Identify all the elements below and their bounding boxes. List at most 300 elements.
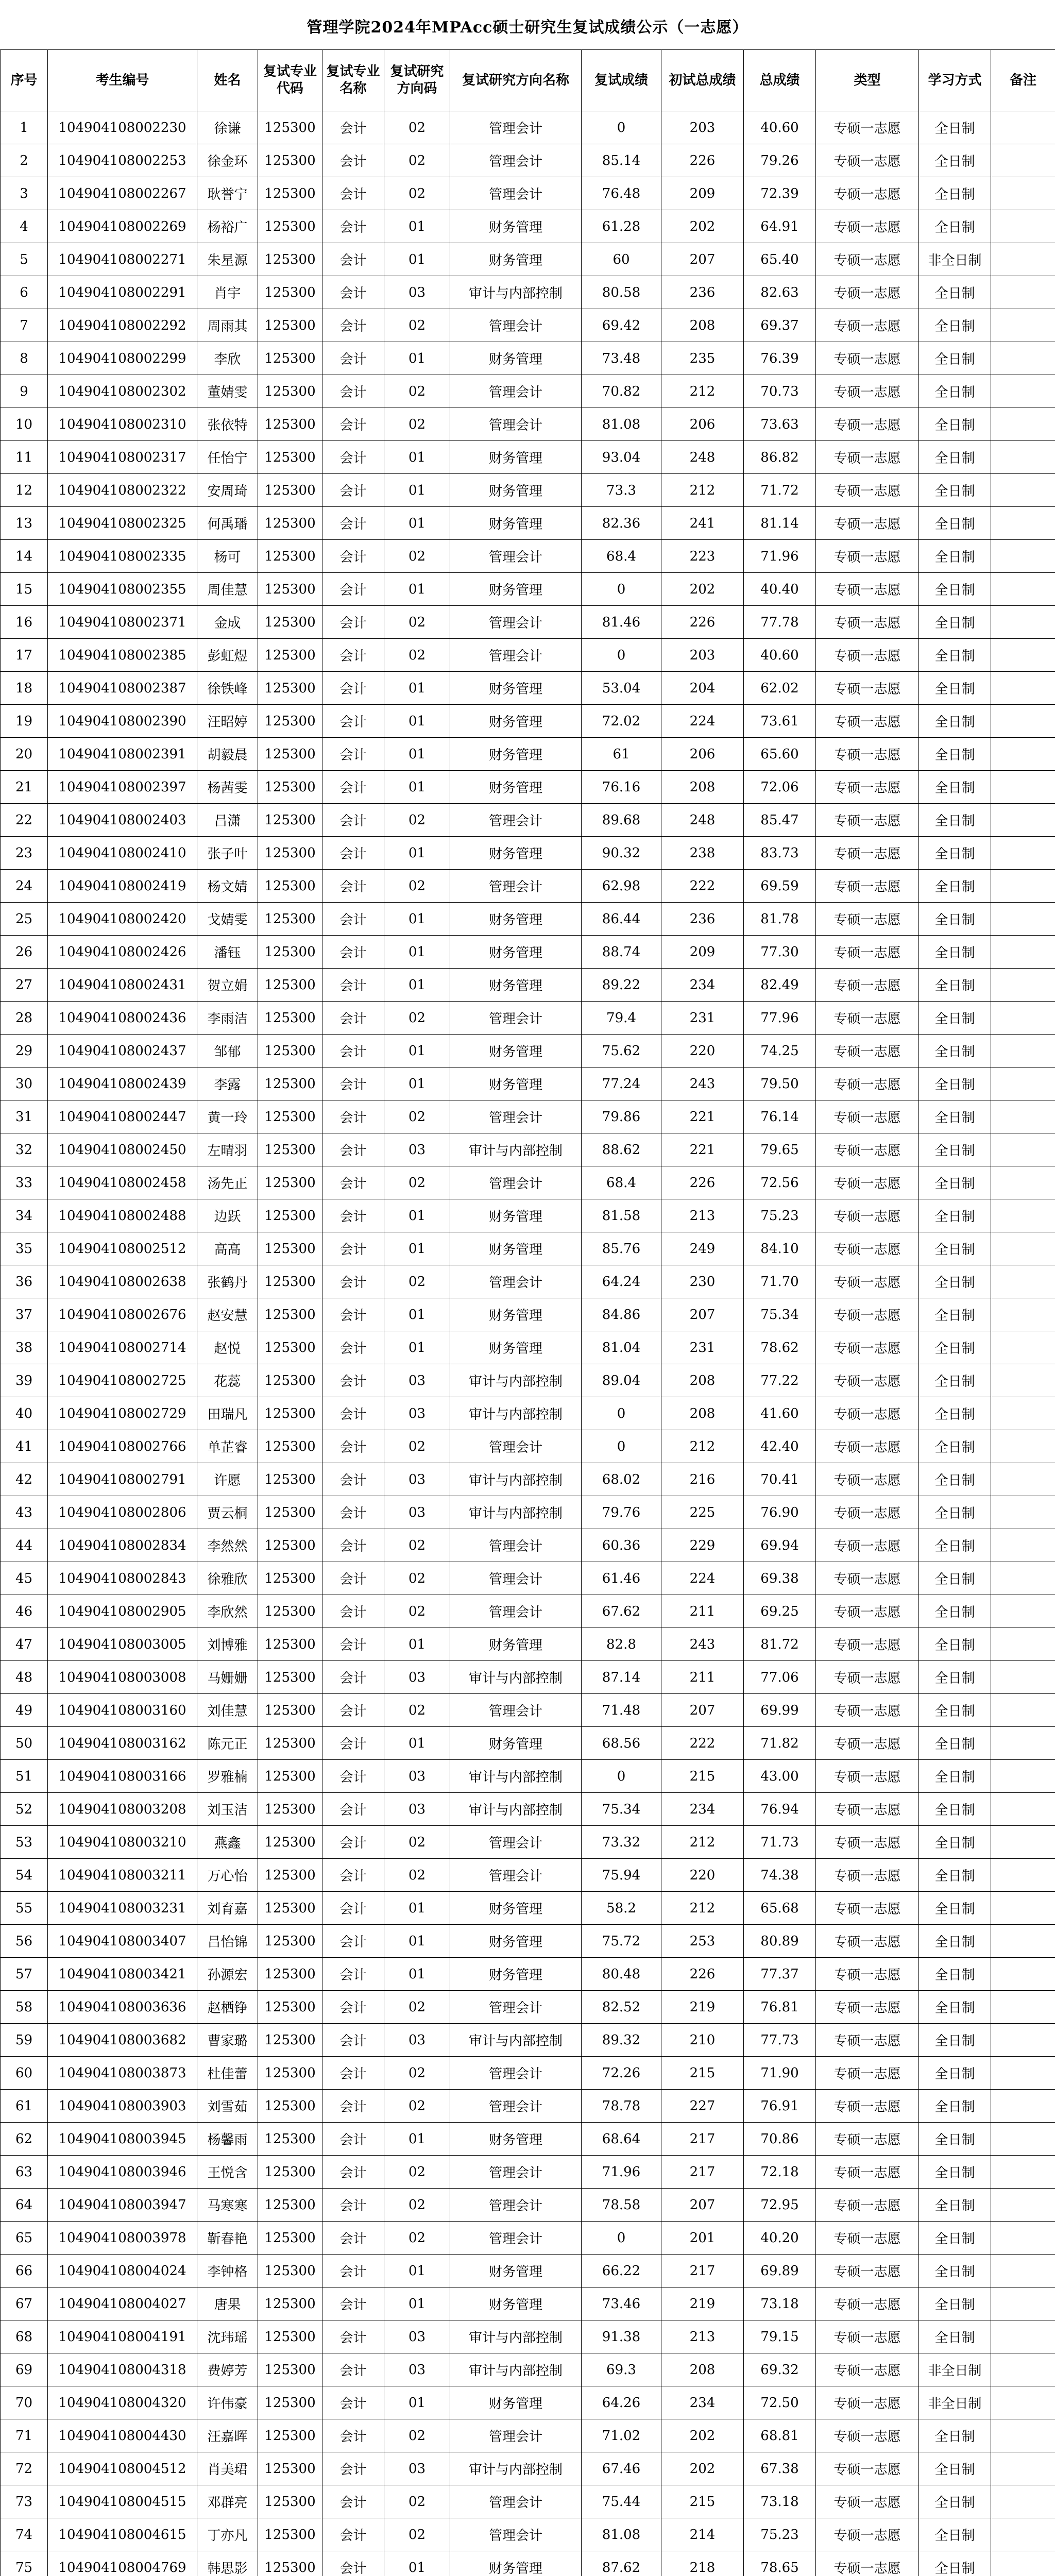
cell-type: 专硕一志愿 [816,1727,919,1760]
cell-name: 张子叶 [197,837,258,870]
cell-major-name: 会计 [322,1661,384,1694]
col-header-direction-code: 复试研究方向码 [384,50,450,111]
cell-direction-code: 01 [384,474,450,507]
cell-name: 肖宇 [197,276,258,309]
cell-retest-score: 85.14 [582,144,661,177]
cell-direction-code: 01 [384,243,450,276]
cell-direction-code: 01 [384,441,450,474]
cell-exam-id: 104904108002676 [48,1298,197,1331]
cell-major-name: 会计 [322,1430,384,1463]
cell-name: 杨馨雨 [197,2123,258,2156]
cell-total-score: 73.63 [744,408,816,441]
cell-exam-id: 104904108002390 [48,705,197,738]
cell-retest-score: 87.62 [582,2551,661,2576]
cell-remarks [991,1892,1055,1925]
cell-exam-id: 104904108004191 [48,2320,197,2353]
cell-major-code: 125300 [258,375,322,408]
cell-name: 赵栖铮 [197,1991,258,2024]
cell-major-code: 125300 [258,1529,322,1562]
cell-total-score: 73.18 [744,2287,816,2320]
cell-study-mode: 全日制 [919,837,991,870]
table-row [1,243,1055,276]
cell-exam-id: 104904108002834 [48,1529,197,1562]
cell-name: 赵悦 [197,1331,258,1364]
cell-direction-code: 02 [384,408,450,441]
cell-major-name: 会计 [322,1265,384,1298]
cell-direction-name: 管理会计 [450,1100,582,1133]
cell-initial-score: 223 [661,540,744,573]
cell-direction-code: 01 [384,2386,450,2419]
cell-major-code: 125300 [258,2452,322,2485]
cell-name: 丁亦凡 [197,2518,258,2551]
cell-total-score: 68.81 [744,2419,816,2452]
cell-major-name: 会计 [322,1364,384,1397]
table-row [1,804,1055,837]
cell-seq: 67 [1,2287,48,2320]
cell-name: 许愿 [197,1463,258,1496]
cell-direction-code: 01 [384,573,450,606]
cell-total-score: 79.50 [744,1067,816,1100]
table-row [1,1035,1055,1067]
cell-type: 专硕一志愿 [816,210,919,243]
cell-major-name: 会计 [322,1694,384,1727]
cell-seq: 70 [1,2386,48,2419]
cell-study-mode: 全日制 [919,144,991,177]
cell-remarks [991,2419,1055,2452]
cell-seq: 41 [1,1430,48,1463]
table-row [1,507,1055,540]
table-row [1,1331,1055,1364]
cell-total-score: 72.39 [744,177,816,210]
cell-major-code: 125300 [258,441,322,474]
cell-study-mode: 全日制 [919,1892,991,1925]
cell-direction-name: 管理会计 [450,2485,582,2518]
cell-exam-id: 104904108002317 [48,441,197,474]
cell-type: 专硕一志愿 [816,276,919,309]
cell-type: 专硕一志愿 [816,2485,919,2518]
cell-direction-code: 02 [384,2189,450,2222]
cell-direction-code: 03 [384,1397,450,1430]
cell-study-mode: 全日制 [919,2123,991,2156]
cell-name: 张依特 [197,408,258,441]
cell-exam-id: 104904108004318 [48,2353,197,2386]
cell-initial-score: 217 [661,2123,744,2156]
cell-total-score: 83.73 [744,837,816,870]
cell-exam-id: 104904108003903 [48,2090,197,2123]
cell-remarks [991,540,1055,573]
cell-seq: 21 [1,771,48,804]
table-row [1,969,1055,1002]
table-row [1,870,1055,903]
table-row [1,408,1055,441]
cell-remarks [991,1925,1055,1958]
cell-type: 专硕一志愿 [816,738,919,771]
cell-study-mode: 全日制 [919,2518,991,2551]
cell-remarks [991,1496,1055,1529]
cell-major-name: 会计 [322,1002,384,1035]
cell-direction-name: 财务管理 [450,969,582,1002]
cell-type: 专硕一志愿 [816,474,919,507]
cell-major-code: 125300 [258,903,322,936]
cell-remarks [991,2255,1055,2287]
cell-direction-name: 管理会计 [450,2419,582,2452]
col-header-name: 姓名 [197,50,258,111]
cell-major-code: 125300 [258,837,322,870]
cell-name: 马姗姗 [197,1661,258,1694]
cell-initial-score: 219 [661,2287,744,2320]
cell-remarks [991,1002,1055,1035]
cell-retest-score: 89.04 [582,1364,661,1397]
cell-seq: 8 [1,342,48,375]
cell-retest-score: 73.32 [582,1826,661,1859]
cell-seq: 26 [1,936,48,969]
cell-major-name: 会计 [322,903,384,936]
cell-major-code: 125300 [258,1793,322,1826]
cell-major-name: 会计 [322,1628,384,1661]
cell-direction-code: 03 [384,1463,450,1496]
cell-exam-id: 104904108002436 [48,1002,197,1035]
cell-type: 专硕一志愿 [816,1133,919,1166]
cell-study-mode: 全日制 [919,441,991,474]
cell-remarks [991,1529,1055,1562]
cell-type: 专硕一志愿 [816,2353,919,2386]
cell-major-code: 125300 [258,1694,322,1727]
cell-type: 专硕一志愿 [816,1826,919,1859]
table-row [1,342,1055,375]
table-row [1,2518,1055,2551]
cell-retest-score: 87.14 [582,1661,661,1694]
cell-type: 专硕一志愿 [816,1035,919,1067]
cell-direction-code: 01 [384,2123,450,2156]
cell-direction-code: 03 [384,2452,450,2485]
cell-retest-score: 68.02 [582,1463,661,1496]
table-row [1,1628,1055,1661]
cell-direction-code: 02 [384,639,450,672]
table-row [1,1859,1055,1892]
table-row [1,144,1055,177]
cell-remarks [991,1166,1055,1199]
cell-remarks [991,1760,1055,1793]
table-row [1,2123,1055,2156]
cell-initial-score: 208 [661,1397,744,1430]
cell-initial-score: 243 [661,1628,744,1661]
cell-exam-id: 104904108002253 [48,144,197,177]
cell-total-score: 86.82 [744,441,816,474]
cell-major-name: 会计 [322,1595,384,1628]
table-row [1,1958,1055,1991]
table-row [1,1067,1055,1100]
cell-total-score: 69.59 [744,870,816,903]
cell-exam-id: 104904108002843 [48,1562,197,1595]
cell-exam-id: 104904108003162 [48,1727,197,1760]
cell-direction-name: 审计与内部控制 [450,1793,582,1826]
cell-retest-score: 53.04 [582,672,661,705]
cell-exam-id: 104904108002806 [48,1496,197,1529]
cell-major-code: 125300 [258,1991,322,2024]
cell-name: 黄一玲 [197,1100,258,1133]
cell-direction-name: 财务管理 [450,1232,582,1265]
cell-total-score: 77.30 [744,936,816,969]
cell-remarks [991,1826,1055,1859]
cell-major-code: 125300 [258,1958,322,1991]
cell-seq: 11 [1,441,48,474]
cell-direction-name: 管理会计 [450,1529,582,1562]
cell-remarks [991,573,1055,606]
cell-total-score: 81.14 [744,507,816,540]
cell-exam-id: 104904108002714 [48,1331,197,1364]
cell-total-score: 69.99 [744,1694,816,1727]
cell-type: 专硕一志愿 [816,408,919,441]
cell-total-score: 71.90 [744,2057,816,2090]
cell-total-score: 80.89 [744,1925,816,1958]
cell-direction-code: 01 [384,2287,450,2320]
table-row [1,2386,1055,2419]
cell-major-code: 125300 [258,1100,322,1133]
cell-remarks [991,771,1055,804]
cell-exam-id: 104904108004430 [48,2419,197,2452]
cell-seq: 34 [1,1199,48,1232]
cell-initial-score: 243 [661,1067,744,1100]
cell-type: 专硕一志愿 [816,1760,919,1793]
cell-study-mode: 全日制 [919,705,991,738]
cell-study-mode: 全日制 [919,2320,991,2353]
table-row [1,2156,1055,2189]
cell-major-code: 125300 [258,342,322,375]
cell-study-mode: 全日制 [919,2156,991,2189]
cell-initial-score: 224 [661,705,744,738]
table-row [1,1661,1055,1694]
cell-seq: 43 [1,1496,48,1529]
cell-direction-name: 管理会计 [450,1002,582,1035]
cell-retest-score: 81.58 [582,1199,661,1232]
table-row [1,2024,1055,2057]
cell-direction-name: 审计与内部控制 [450,276,582,309]
cell-retest-score: 73.48 [582,342,661,375]
cell-retest-score: 68.4 [582,1166,661,1199]
cell-total-score: 69.25 [744,1595,816,1628]
cell-retest-score: 81.46 [582,606,661,639]
cell-exam-id: 104904108004769 [48,2551,197,2576]
cell-name: 陈元正 [197,1727,258,1760]
col-header-study-mode: 学习方式 [919,50,991,111]
cell-major-name: 会计 [322,1331,384,1364]
cell-seq: 47 [1,1628,48,1661]
cell-retest-score: 75.44 [582,2485,661,2518]
col-header-major-name: 复试专业名称 [322,50,384,111]
cell-exam-id: 104904108002458 [48,1166,197,1199]
cell-direction-code: 02 [384,2090,450,2123]
cell-retest-score: 61 [582,738,661,771]
cell-direction-code: 02 [384,540,450,573]
cell-retest-score: 0 [582,2222,661,2255]
cell-initial-score: 236 [661,903,744,936]
cell-study-mode: 全日制 [919,1133,991,1166]
cell-seq: 3 [1,177,48,210]
cell-initial-score: 211 [661,1661,744,1694]
cell-major-code: 125300 [258,1463,322,1496]
table-row [1,1397,1055,1430]
table-row [1,771,1055,804]
cell-type: 专硕一志愿 [816,1562,919,1595]
cell-major-code: 125300 [258,1892,322,1925]
table-row [1,1199,1055,1232]
cell-total-score: 64.91 [744,210,816,243]
cell-total-score: 70.41 [744,1463,816,1496]
cell-retest-score: 70.82 [582,375,661,408]
cell-major-code: 125300 [258,1727,322,1760]
cell-remarks [991,2090,1055,2123]
cell-remarks [991,606,1055,639]
cell-study-mode: 全日制 [919,1035,991,1067]
cell-total-score: 40.60 [744,639,816,672]
cell-name: 贾云桐 [197,1496,258,1529]
cell-remarks [991,375,1055,408]
cell-study-mode: 全日制 [919,276,991,309]
cell-name: 曹家璐 [197,2024,258,2057]
cell-remarks [991,1265,1055,1298]
cell-initial-score: 210 [661,2024,744,2057]
cell-direction-code: 03 [384,1496,450,1529]
cell-major-code: 125300 [258,2518,322,2551]
cell-study-mode: 全日制 [919,2452,991,2485]
col-header-seq: 序号 [1,50,48,111]
cell-major-code: 125300 [258,276,322,309]
cell-direction-name: 财务管理 [450,672,582,705]
cell-direction-name: 管理会计 [450,1265,582,1298]
cell-major-name: 会计 [322,144,384,177]
cell-retest-score: 82.36 [582,507,661,540]
cell-study-mode: 全日制 [919,2024,991,2057]
cell-initial-score: 214 [661,2518,744,2551]
cell-name: 杨茜雯 [197,771,258,804]
cell-study-mode: 全日制 [919,804,991,837]
cell-initial-score: 227 [661,2090,744,2123]
cell-exam-id: 104904108002729 [48,1397,197,1430]
cell-seq: 74 [1,2518,48,2551]
cell-remarks [991,2386,1055,2419]
cell-exam-id: 104904108002439 [48,1067,197,1100]
cell-retest-score: 69.3 [582,2353,661,2386]
cell-remarks [991,969,1055,1002]
table-row [1,2222,1055,2255]
cell-direction-name: 财务管理 [450,2386,582,2419]
cell-total-score: 75.23 [744,1199,816,1232]
cell-total-score: 71.82 [744,1727,816,1760]
cell-retest-score: 89.22 [582,969,661,1002]
cell-total-score: 77.96 [744,1002,816,1035]
cell-type: 专硕一志愿 [816,1628,919,1661]
cell-major-name: 会计 [322,1199,384,1232]
cell-study-mode: 全日制 [919,342,991,375]
cell-exam-id: 104904108002766 [48,1430,197,1463]
cell-seq: 65 [1,2222,48,2255]
cell-retest-score: 93.04 [582,441,661,474]
cell-seq: 59 [1,2024,48,2057]
cell-name: 靳春艳 [197,2222,258,2255]
cell-retest-score: 68.56 [582,1727,661,1760]
col-header-remarks: 备注 [991,50,1055,111]
cell-retest-score: 71.96 [582,2156,661,2189]
cell-initial-score: 212 [661,1826,744,1859]
cell-remarks [991,1991,1055,2024]
cell-study-mode: 全日制 [919,2189,991,2222]
cell-type: 专硕一志愿 [816,1859,919,1892]
cell-total-score: 72.06 [744,771,816,804]
cell-name: 费婷芳 [197,2353,258,2386]
cell-direction-code: 01 [384,507,450,540]
cell-study-mode: 全日制 [919,1331,991,1364]
cell-retest-score: 0 [582,1397,661,1430]
cell-direction-code: 01 [384,1199,450,1232]
cell-major-name: 会计 [322,1067,384,1100]
cell-name: 杨可 [197,540,258,573]
cell-exam-id: 104904108003231 [48,1892,197,1925]
cell-initial-score: 207 [661,243,744,276]
cell-major-code: 125300 [258,1166,322,1199]
cell-initial-score: 231 [661,1002,744,1035]
cell-exam-id: 104904108003978 [48,2222,197,2255]
cell-remarks [991,1727,1055,1760]
cell-major-code: 125300 [258,1397,322,1430]
cell-initial-score: 202 [661,2419,744,2452]
cell-exam-id: 104904108002310 [48,408,197,441]
cell-major-name: 会计 [322,1496,384,1529]
cell-study-mode: 全日制 [919,1364,991,1397]
cell-initial-score: 248 [661,804,744,837]
cell-major-name: 会计 [322,1760,384,1793]
cell-retest-score: 73.46 [582,2287,661,2320]
cell-major-code: 125300 [258,2386,322,2419]
cell-major-name: 会计 [322,2353,384,2386]
cell-major-name: 会计 [322,606,384,639]
cell-major-name: 会计 [322,2419,384,2452]
cell-major-name: 会计 [322,1100,384,1133]
cell-direction-name: 管理会计 [450,1430,582,1463]
cell-initial-score: 211 [661,1595,744,1628]
cell-exam-id: 104904108002437 [48,1035,197,1067]
cell-initial-score: 241 [661,507,744,540]
cell-major-code: 125300 [258,1760,322,1793]
cell-study-mode: 全日制 [919,507,991,540]
cell-seq: 2 [1,144,48,177]
cell-type: 专硕一志愿 [816,804,919,837]
cell-name: 万心怡 [197,1859,258,1892]
cell-study-mode: 全日制 [919,1298,991,1331]
cell-major-name: 会计 [322,738,384,771]
cell-seq: 58 [1,1991,48,2024]
cell-direction-name: 财务管理 [450,1331,582,1364]
table-row [1,1496,1055,1529]
cell-seq: 39 [1,1364,48,1397]
cell-study-mode: 全日制 [919,606,991,639]
cell-direction-code: 01 [384,1958,450,1991]
cell-study-mode: 全日制 [919,1727,991,1760]
cell-major-code: 125300 [258,969,322,1002]
cell-major-code: 125300 [258,540,322,573]
cell-direction-code: 03 [384,1133,450,1166]
cell-exam-id: 104904108002335 [48,540,197,573]
cell-seq: 24 [1,870,48,903]
col-header-retest-score: 复试成绩 [582,50,661,111]
cell-name: 左晴羽 [197,1133,258,1166]
cell-study-mode: 全日制 [919,375,991,408]
cell-seq: 4 [1,210,48,243]
cell-exam-id: 104904108003873 [48,2057,197,2090]
cell-retest-score: 75.72 [582,1925,661,1958]
cell-initial-score: 234 [661,2386,744,2419]
cell-major-name: 会计 [322,1958,384,1991]
cell-seq: 73 [1,2485,48,2518]
